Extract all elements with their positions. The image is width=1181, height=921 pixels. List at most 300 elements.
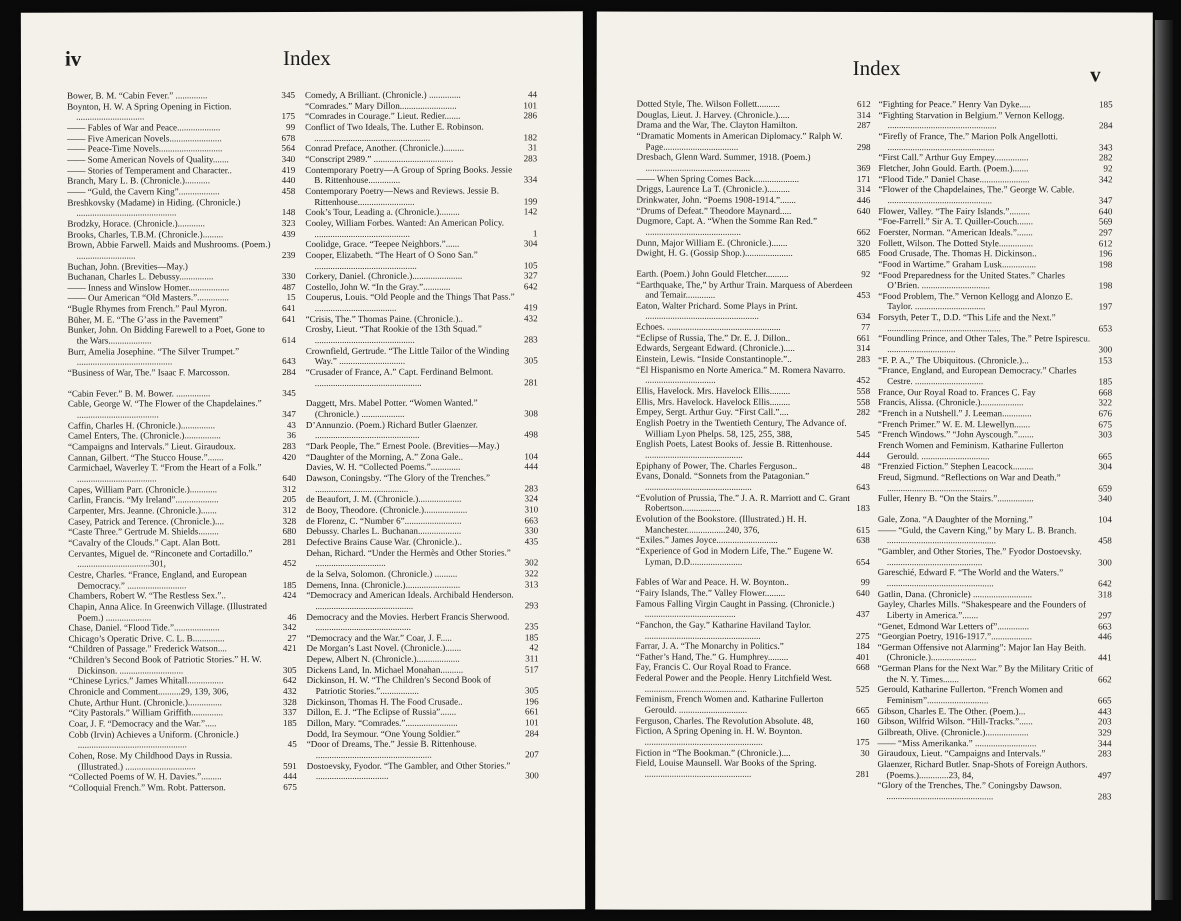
- index-entry: [69, 782, 297, 793]
- index-entry: [69, 718, 297, 729]
- entry-text: “Earthquake, The,” by Arthur Train. Marquess of Aberdeen and Temair.............: [636, 279, 853, 300]
- entry-page-ref: 458: [281, 185, 296, 196]
- entry-page-ref: 640: [1097, 206, 1113, 217]
- entry-text: “Conscript 2989.” ...................................: [305, 153, 454, 164]
- entry-text: Davies, W. H. “Collected Poems.”.............: [306, 461, 461, 473]
- entry-text: Dodd, Ira Seymour. “One Young Soldier.”: [306, 728, 461, 739]
- entry-page-ref: 419: [281, 164, 296, 175]
- entry-page-ref: 101: [523, 100, 538, 111]
- entry-text: —— “Miss Amerikanka.” ...........................: [877, 737, 1037, 749]
- entry-page-ref: 281: [524, 377, 538, 388]
- entry-text: Couperus, Louis. “Old People and the Things That Pass.” ....................................: [305, 291, 515, 314]
- index-entry: [68, 569, 296, 591]
- entry-text: Camel Enters, The. (Chronicle.)................: [67, 430, 221, 441]
- entry-page-ref: 441: [1096, 653, 1112, 664]
- entry-page-ref: 171: [855, 174, 871, 185]
- index-entry: [878, 206, 1112, 217]
- index-entry: [878, 259, 1112, 270]
- entry-text: Field, Louise Maunsell. War Books of the Spring. ...............................................: [635, 757, 817, 779]
- entry-page-ref: 452: [282, 558, 297, 569]
- index-entry: [878, 365, 1112, 387]
- entry-text: Dillon, E. J. “The Eclipse of Russia”.......: [306, 707, 457, 718]
- index-entry: [305, 239, 537, 250]
- index-entry: [878, 567, 1112, 589]
- entry-text: Fay, Francis C. Our Royal Road to France.: [635, 662, 792, 673]
- entry-page-ref: 185: [524, 632, 539, 643]
- index-entry: [636, 641, 870, 652]
- entry-text: Gilbreath, Olive. (Chronicle.)...................: [877, 727, 1029, 738]
- entry-page-ref: 185: [283, 718, 297, 729]
- index-entry: [878, 461, 1112, 472]
- entry-text: “Flood Tide.” Daniel Chase......................: [878, 173, 1030, 184]
- index-entry: [877, 759, 1111, 781]
- entry-page-ref: 182: [523, 132, 538, 143]
- index-entry: [879, 110, 1113, 132]
- entry-page-ref: 311: [525, 653, 539, 664]
- entry-text: Dresbach, Glenn Ward. Summer, 1918. (Poem.) ..............................................: [636, 151, 811, 173]
- entry-text: Crownfield, Gertrude. “The Little Tailor of the Winding Way.” .............................: [305, 345, 510, 367]
- index-entry: [636, 173, 870, 184]
- index-entry: [878, 333, 1112, 355]
- index-entry: [878, 440, 1112, 462]
- entry-text: Drinkwater, John. “Poems 1908-1914.”.......: [636, 194, 796, 205]
- entry-text: Gale, Zona. “A Daughter of the Morning.”: [877, 513, 1033, 525]
- index-column: [67, 90, 297, 793]
- entry-page-ref: 661: [855, 333, 871, 344]
- entry-page-ref: 282: [1097, 153, 1113, 164]
- index-entry: [878, 216, 1112, 227]
- index-entry: [68, 398, 296, 420]
- entry-text: Fiction in “The Bookman.” (Chronicle.)....: [635, 747, 791, 758]
- entry-text: —— Our American “Old Masters.”..............: [67, 292, 229, 304]
- entry-page-ref: 435: [524, 536, 539, 547]
- entry-page-ref: 92: [859, 269, 870, 280]
- entry-text: Dostoevsky, Fyodor. “The Gambler, and Other Stories.” ................................: [306, 760, 511, 782]
- index-entry: [305, 143, 537, 154]
- entry-page-ref: 297: [1097, 227, 1113, 238]
- entry-page-ref: 497: [1096, 770, 1112, 781]
- entry-page-ref: 322: [524, 568, 539, 579]
- entry-text: D’Annunzio. (Poem.) Richard Butler Glaenzer. ..............................................: [305, 419, 478, 441]
- index-entry: [306, 281, 538, 292]
- index-entry: [307, 654, 539, 665]
- index-entry: [68, 292, 296, 303]
- entry-page-ref: 30: [858, 748, 869, 759]
- entry-text: Coar, J. F. “Democracy and the War.”.....: [68, 718, 217, 729]
- entry-text: Chapin, Anna Alice. In Greenwich Village. (Illustrated Poem.) ....................: [68, 600, 267, 623]
- entry-text: Francis, Alissa. (Chronicle.)...................: [878, 397, 1024, 408]
- entry-text: English Poets, Latest Books of. Jessie B. Rittenhouse. ...........................................: [636, 438, 833, 460]
- entry-page-ref: 517: [524, 664, 539, 675]
- index-entry: [67, 133, 295, 144]
- index-entry: [636, 418, 870, 440]
- entry-text: Foerster, Norman. “American Ideals.”.......: [878, 226, 1033, 238]
- entry-page-ref: 641: [281, 303, 296, 314]
- index-entry: [306, 462, 538, 473]
- entry-page-ref: 665: [1096, 451, 1112, 462]
- entry-page-ref: 452: [854, 375, 870, 386]
- entry-text: —— Five American Novels.......................: [67, 132, 222, 144]
- entry-text: Corkery, Daniel. (Chronicle.)......................: [305, 270, 463, 282]
- entry-page-ref: 203: [1096, 717, 1112, 728]
- index-entry: [306, 451, 538, 462]
- index-entry: [878, 706, 1112, 717]
- entry-text: “Colloquial French.” Wm. Robt. Patterson.: [68, 782, 226, 793]
- index-entry: [636, 587, 870, 598]
- entry-page-ref: 421: [282, 643, 297, 654]
- entry-page-ref: 239: [281, 249, 296, 260]
- entry-text: Follett, Wilson. The Dotted Style...............: [878, 237, 1034, 248]
- entry-text: “Exiles.” James Joyce...........................: [635, 534, 778, 546]
- entry-page-ref: 444: [524, 461, 539, 472]
- entry-text: “Food Problem, The.” Vernon Kellogg and Alonzo E. Taylor. ...............................: [878, 290, 1073, 312]
- entry-text: “Fighting Starvation in Belgium.” Vernon Kellogg. ................................................: [878, 109, 1065, 131]
- entry-page-ref: 569: [1097, 217, 1113, 228]
- entry-page-ref: 207: [525, 749, 539, 760]
- entry-text: “Foe-Farrell.” Sir A. T. Quiller-Couch.......: [878, 216, 1033, 227]
- entry-page-ref: 175: [854, 737, 870, 748]
- entry-page-ref: 42: [529, 642, 539, 653]
- page-title: Index: [282, 45, 331, 71]
- entry-text: Coolidge, Grace. “Teepee Neighbors.”......: [305, 238, 460, 250]
- entry-page-ref: 36: [286, 430, 296, 441]
- entry-text: Eaton, Walter Prichard. Some Plays in Print. ..................................................: [636, 300, 798, 322]
- entry-text: French Women and Feminism. Katharine Fullerton Gerould. ..............................: [878, 440, 1064, 461]
- index-entry: [68, 601, 296, 623]
- index-entry: [878, 684, 1112, 706]
- index-entry: [306, 271, 538, 282]
- entry-page-ref: 678: [281, 132, 296, 143]
- index-entry: [878, 408, 1112, 419]
- index-entry: [307, 760, 539, 782]
- entry-text: English Poetry in the Twentieth Century, The Advance of. William Lyon Phelps. 58, 125, 255, 388,: [636, 417, 847, 439]
- index-entry: [69, 750, 297, 772]
- page-number: iv: [64, 46, 82, 71]
- index-entry: [306, 568, 538, 579]
- entry-text: Daggett, Mrs. Mabel Potter. “Women Wanted.” (Chronicle.) ...................: [305, 397, 478, 419]
- index-entry: [68, 505, 296, 516]
- entry-page-ref: 663: [524, 514, 539, 526]
- index-entry: [306, 366, 538, 388]
- entry-page-ref: 525: [854, 684, 870, 695]
- index-entry: [636, 332, 870, 343]
- entry-text: “Cavalry of the Clouds.” Capt. Alan Bott.: [68, 537, 221, 548]
- entry-page-ref: 302: [524, 557, 539, 568]
- entry-page-ref: 185: [1096, 376, 1112, 387]
- book-edge: [1155, 20, 1173, 900]
- entry-page-ref: 498: [524, 429, 538, 440]
- entry-text: “Children of Passage.” Frederick Watson....: [68, 643, 227, 655]
- entry-text: Chute, Arthur Hunt. (Chronicle.)...............: [68, 696, 222, 708]
- entry-page-ref: 196: [1097, 249, 1113, 260]
- entry-text: de Florenz, C. “Number 6”.........................: [306, 515, 462, 526]
- index-entry: [877, 780, 1111, 802]
- entry-text: “Evolution of Prussia, The.” J. A. R. Marriott and C. Grant Robertson.................: [635, 492, 850, 514]
- entry-page-ref: 31: [528, 142, 538, 153]
- entry-page-ref: 300: [525, 770, 539, 781]
- index-entry: [67, 154, 295, 165]
- index-entry: [69, 729, 297, 751]
- entry-text: Freud, Sigmund. “Reflections on War and Death.” ............................................: [877, 471, 1061, 493]
- index-entry: [307, 675, 539, 697]
- entry-text: Flower, Valley. “The Fairy Islands.”.........: [878, 205, 1030, 216]
- index-entry: [878, 727, 1112, 738]
- entry-text: Cannan, Gilbert. “The Stucco House.”.......: [67, 451, 224, 463]
- entry-text: Cobb (Irvin) Achieves a Uniform. (Chronicle.) ................................................: [68, 728, 239, 750]
- entry-page-ref: 153: [1097, 355, 1113, 366]
- entry-text: Cook’s Tour, Leading a. (Chronicle.).........: [305, 206, 460, 218]
- entry-page-ref: 439: [281, 228, 296, 239]
- entry-page-ref: 330: [524, 525, 539, 536]
- entry-page-ref: 281: [282, 536, 297, 547]
- index-entry: [879, 163, 1113, 174]
- entry-page-ref: 104: [1096, 514, 1112, 525]
- page-title: Index: [852, 55, 901, 81]
- entry-page-ref: 287: [855, 120, 871, 131]
- entry-text: Carmichael, Waverley T. “From the Heart of a Folk.” ...................................: [68, 462, 262, 484]
- index-entry: [878, 514, 1112, 525]
- index-entry: [878, 238, 1112, 249]
- entry-text: “El Hispanismo en Norte America.” M. Romera Navarro. ...............................: [636, 364, 846, 386]
- entry-text: “First Call.” Arthur Guy Empey...............: [878, 152, 1029, 163]
- entry-page-ref: 77: [859, 322, 870, 333]
- entry-text: Chronicle and Comment..........29, 139, 306,: [68, 686, 229, 697]
- entry-page-ref: 314: [855, 343, 871, 354]
- entry-text: Epiphany of Power, The. Charles Ferguson..: [635, 460, 798, 471]
- index-entry: [305, 121, 537, 143]
- index-entry: [306, 643, 538, 654]
- index-entry: [636, 396, 870, 407]
- index-entry: [305, 249, 537, 271]
- entry-text: France, Our Royal Road to. Frances C. Fay: [878, 386, 1036, 398]
- index-entry: [67, 165, 295, 176]
- index-entry: [68, 271, 296, 282]
- entry-page-ref: 197: [1097, 302, 1113, 313]
- index-entry: [636, 715, 870, 726]
- entry-page-ref: 284: [1097, 121, 1113, 132]
- entry-page-ref: 638: [854, 535, 870, 546]
- entry-text: Dotted Style, The. Wilson Follett..........: [636, 98, 780, 109]
- index-entry: [306, 547, 538, 569]
- index-entry: [636, 673, 870, 695]
- entry-text: “Drums of Defeat.” Theodore Maynard.....: [636, 205, 792, 216]
- index-entry: [636, 322, 870, 333]
- index-entry: [878, 387, 1112, 398]
- entry-page-ref: 318: [1096, 589, 1112, 600]
- entry-page-ref: 205: [282, 494, 297, 505]
- entry-text: “Experience of God in Modern Life, The.” Eugene W. Lyman, D.D.......................: [635, 545, 833, 567]
- index-entry: [67, 186, 295, 197]
- entry-page-ref: 665: [854, 705, 870, 716]
- entry-page-ref: 283: [1096, 791, 1112, 802]
- entry-page-ref: 275: [854, 630, 870, 641]
- entry-page-ref: 342: [1097, 174, 1113, 185]
- index-entry: [305, 153, 537, 164]
- entry-text: “Dark People, The.” Ernest Poole. (Brevities—May.): [305, 440, 500, 451]
- entry-text: Chambers, Robert W. “The Restless Sex.”..: [68, 590, 226, 601]
- index-entry: [306, 611, 538, 633]
- entry-page-ref: 313: [524, 578, 539, 589]
- entry-page-ref: 420: [282, 451, 297, 462]
- entry-page-ref: 432: [282, 686, 297, 697]
- entry-page-ref: 320: [855, 237, 871, 248]
- index-entry: [306, 472, 538, 494]
- index-entry: [636, 364, 870, 386]
- index-entry: [305, 111, 537, 122]
- entry-page-ref: 369: [855, 163, 871, 174]
- entry-page-ref: 640: [854, 588, 870, 599]
- index-entry: [635, 758, 869, 780]
- index-entry: [307, 696, 539, 707]
- index-column: [877, 99, 1112, 802]
- entry-text: Brooks, Charles, T.B.M. (Chronicle.).........: [67, 228, 224, 240]
- index-entry: [67, 175, 295, 186]
- entry-page-ref: 337: [283, 707, 297, 718]
- entry-page-ref: 198: [1097, 259, 1113, 270]
- index-entry: [68, 388, 296, 399]
- entry-page-ref: 612: [1097, 238, 1113, 249]
- entry-page-ref: 312: [282, 483, 297, 494]
- entry-page-ref: 310: [524, 504, 539, 515]
- entry-page-ref: 347: [282, 409, 296, 420]
- right-page-header: [597, 46, 1153, 87]
- index-entry: [636, 577, 870, 588]
- index-column: [305, 89, 539, 782]
- entry-page-ref: 328: [282, 696, 297, 707]
- index-entry: [68, 622, 296, 633]
- entry-page-ref: 446: [1096, 632, 1112, 643]
- index-entry: [636, 268, 870, 279]
- entry-text: “France, England, and European Democracy.” Charles Cestre. ..............................: [878, 365, 1077, 387]
- entry-page-ref: 99: [859, 577, 870, 588]
- index-entry: [67, 261, 295, 272]
- index-entry: [68, 420, 296, 431]
- index-entry: [306, 579, 538, 590]
- index-entry: [68, 526, 296, 537]
- entry-page-ref: 444: [854, 450, 870, 461]
- entry-text: “Fanchon, the Gay.” Katharine Haviland Taylor. ...................................................: [635, 619, 812, 641]
- index-column: [635, 99, 870, 780]
- entry-text: “Crusader of France, A.” Capt. Ferdinand Belmont. ...............................................: [305, 366, 494, 388]
- entry-page-ref: 401: [854, 652, 870, 663]
- entry-text: Evans, Donald. “Sonnets from the Patagonian.” ...............................................: [635, 470, 810, 492]
- entry-page-ref: 101: [525, 717, 539, 728]
- index-entry: [68, 494, 296, 505]
- entry-text: de Beaufort, J. M. (Chronicle.)...................: [306, 493, 462, 505]
- entry-text: Famous Falling Virgin Caught in Passing. (Chronicle.) ........................................: [635, 598, 835, 619]
- entry-page-ref: 444: [283, 771, 297, 782]
- entry-text: Depew, Albert N. (Chronicle.)...................: [306, 653, 460, 665]
- entry-text: Giraudoux, Lieut. “Campaigns and Intervals.”: [877, 748, 1046, 759]
- entry-text: Carlin, Francis. “My Ireland”...................: [68, 494, 219, 505]
- entry-page-ref: 654: [854, 557, 870, 568]
- entry-text: Fletcher, John Gould. Earth. (Poem.).......: [878, 162, 1029, 174]
- index-entry: [636, 662, 870, 673]
- index-entry: [68, 324, 296, 346]
- entry-text: Federal Power and the People. Henry Litchfield West. .............................................: [635, 672, 832, 694]
- entry-text: De Morgan’s Last Novel. (Chronicle.).......: [306, 643, 462, 654]
- index-entry: [636, 354, 870, 365]
- index-entry: [636, 237, 870, 248]
- entry-page-ref: 663: [1096, 621, 1112, 632]
- entry-page-ref: 668: [1096, 387, 1112, 398]
- index-entry: [878, 493, 1112, 504]
- index-entry: [878, 472, 1112, 494]
- entry-text: Drama and the War, The. Clayton Hamilton.: [636, 119, 798, 131]
- entry-page-ref: 437: [854, 609, 870, 620]
- entry-text: Food Crusade, The. Thomas H. Dickinson..: [878, 248, 1037, 259]
- entry-text: Conrad Preface, Another. (Chronicle.).........: [305, 142, 465, 154]
- entry-text: Ellis, Havelock. Mrs. Havelock Ellis.........: [636, 385, 791, 396]
- entry-text: “Comrades in Courage.” Lieut. Redier.......: [305, 110, 461, 122]
- left-page-header: [21, 45, 583, 76]
- entry-text: “French in a Nutshell.” J. Leeman.............: [878, 408, 1032, 419]
- entry-text: Bower, B. M. “Cabin Fever.” ..............: [67, 90, 208, 101]
- entry-text: Evolution of the Bookstore. (Illustrated.) H. H. Manchester.................240, 376,: [635, 513, 807, 535]
- entry-text: Buchanan, Charles L. Debussy...............: [67, 271, 214, 282]
- entry-text: “Firefly of France, The.” Marion Polk Angellotti. ...............................................: [878, 130, 1058, 152]
- index-entry: [306, 345, 538, 367]
- entry-text: “Democracy and American Ideals. Archibald Henderson. ...........................................: [306, 589, 514, 611]
- index-entry: [306, 440, 538, 451]
- entry-text: Brown, Abbie Farwell. Maids and Mushrooms. (Poem.) ..........................: [67, 239, 271, 261]
- index-entry: [305, 89, 537, 100]
- entry-page-ref: 44: [527, 89, 538, 100]
- entry-page-ref: 305: [524, 685, 539, 696]
- index-entry: [877, 738, 1111, 749]
- entry-page-ref: 641: [281, 313, 296, 324]
- entry-text: “Genet, Edmond War Letters of”..............: [877, 620, 1030, 631]
- entry-page-ref: 614: [282, 335, 296, 346]
- index-entry: [69, 675, 297, 686]
- entry-text: “Frenzied Fiction.” Stephen Leacock.........: [877, 461, 1034, 472]
- entry-page-ref: 183: [854, 503, 870, 514]
- index-entry: [636, 279, 870, 301]
- index-entry: [305, 207, 537, 218]
- entry-text: Cervantes, Miguel de. “Rinconete and Cortadillo.” ................................301,: [68, 547, 253, 569]
- entry-page-ref: 283: [524, 334, 538, 345]
- entry-page-ref: 314: [855, 110, 871, 121]
- entry-text: Dickens Land, In. Michael Monahan..........: [306, 664, 464, 675]
- entry-text: Ellis, Mrs. Havelock. Havelock Ellis.........: [636, 396, 791, 407]
- entry-text: —— Stories of Temperament and Character..: [67, 164, 232, 176]
- entry-text: “Father’s Hand, The.” G. Humphrey.........: [635, 651, 789, 662]
- index-entry: [68, 441, 296, 452]
- entry-text: “Children’s Second Book of Patriotic Stories.” H. W. Dickinson. ............................: [68, 654, 262, 676]
- entry-text: —— Some American Novels of Quality.......: [67, 154, 229, 165]
- entry-page-ref: 298: [855, 142, 871, 153]
- entry-page-ref: 661: [525, 706, 539, 717]
- entry-page-ref: 283: [1096, 749, 1112, 760]
- index-entry: [878, 419, 1112, 430]
- entry-page-ref: 680: [282, 526, 297, 537]
- entry-page-ref: 304: [1096, 462, 1112, 473]
- entry-page-ref: 92: [1101, 163, 1112, 174]
- right-page: [595, 12, 1153, 911]
- entry-text: “City Pastorals.” William Griffith..............: [68, 707, 224, 719]
- entry-page-ref: 345: [282, 387, 296, 398]
- entry-page-ref: 642: [523, 281, 538, 292]
- entry-page-ref: 327: [523, 270, 538, 281]
- entry-page-ref: 99: [286, 121, 296, 133]
- entry-page-ref: 198: [1097, 281, 1113, 292]
- index-entry: [306, 494, 538, 505]
- entry-page-ref: 545: [854, 429, 870, 440]
- entry-page-ref: 446: [855, 195, 871, 206]
- entry-text: Dickinson, H. W. “The Children’s Second Book of Patriotic Stories.”.................: [306, 674, 491, 697]
- entry-text: Gatlin, Dana. (Chronicle) ..........................: [877, 588, 1033, 599]
- index-entry: [636, 651, 870, 662]
